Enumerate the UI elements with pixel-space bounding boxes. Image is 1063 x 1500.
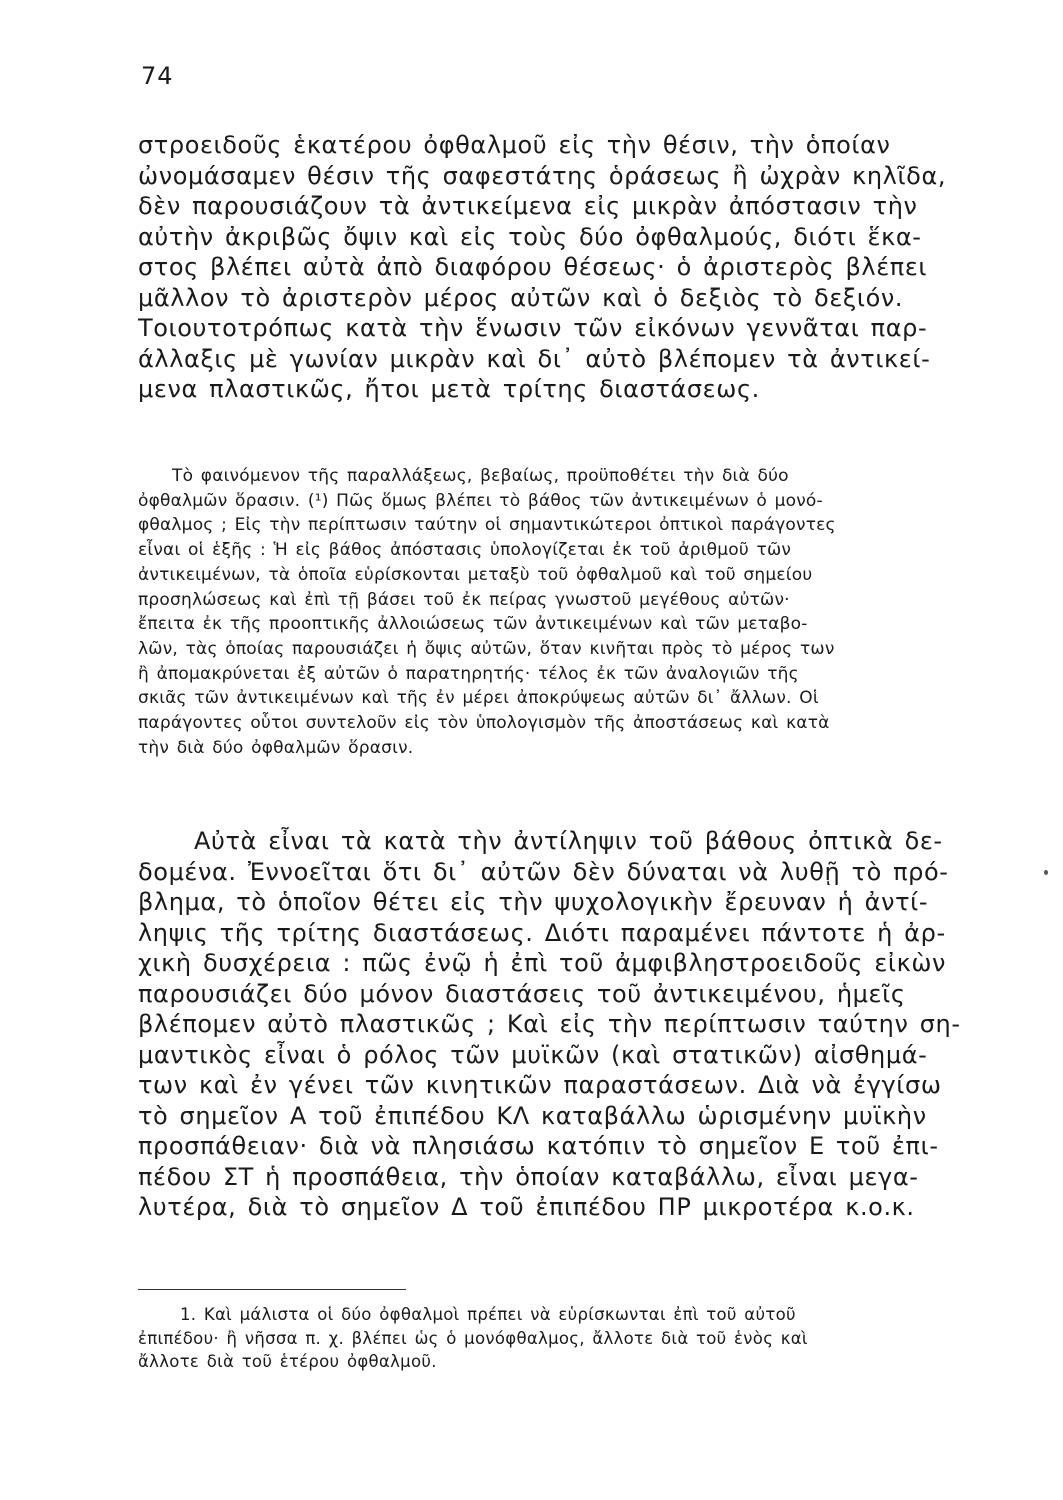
footnote [138, 1303, 986, 1374]
text-line: μαντικὸς εἶναι ὁ ρόλος τῶν μυϊκῶν (καὶ στατικῶν) αἰσθημά- [138, 1040, 928, 1069]
text-line: εἶναι οἱ ἑξῆς : Ἡ εἰς βάθος ἀπόστασις ὑπολογίζεται ἐκ τοῦ ἀριθμοῦ τῶν [138, 540, 792, 561]
text-line: ἔπειτα ἐκ τῆς προοπτικῆς ἀλλοιώσεως τῶν ἀντικειμένων καὶ τῶν μεταβο- [138, 614, 808, 635]
text-line: πέδου ΣΤ ἡ προσπάθεια, τὴν ὁποίαν καταβάλλω, εἶναι μεγα- [138, 1162, 919, 1191]
text-line: βλημα, τὸ ὁποῖον θέτει εἰς τὴν ψυχολογικὴν ἔρευναν ἡ ἀντί- [138, 888, 929, 916]
text-line: στροειδοῦς ἑκατέρου ὀφθαλμοῦ εἰς τὴν θέσιν, τὴν ὁποίαν [138, 131, 891, 159]
text-line: ἀντικειμένων, τὰ ὁποῖα εὑρίσκονται μεταξὺ τοῦ ὀφθαλμοῦ καὶ τοῦ σημείου [138, 564, 813, 585]
text-line: άλλαξις μὲ γωνίαν μικρὰν καὶ δι᾽ αὐτὸ βλέπομεν τὰ ἀντικεί- [138, 344, 931, 373]
text-line: των καὶ ἐν γένει τῶν κινητικῶν παραστάσεων. Διὰ νὰ ἐγγίσω [138, 1071, 942, 1099]
text-line: προσπάθειαν· διὰ νὰ πλησιάσω κατόπιν τὸ σημεῖον Ε τοῦ ἐπι- [138, 1132, 939, 1160]
text-line: Τὸ φαινόμενον τῆς παραλλάξεως, βεβαίως, προϋποθέτει τὴν διὰ δύο [172, 466, 789, 486]
text-line: παρουσιάζει δύο μόνον διαστάσεις τοῦ ἀντικειμένου, ἡμεῖς [138, 979, 906, 1008]
text-line: δομένα. Ἐννοεῖται ὅτι δι᾽ αὐτῶν δὲν δύναται νὰ λυθῇ τὸ πρό- [138, 857, 949, 886]
text-line: μᾶλλον τὸ ἀριστερὸν μέρος αὐτῶν καὶ ὁ δεξιὸς τὸ δεξιόν. [138, 283, 904, 312]
text-line: προσηλώσεως καὶ ἐπὶ τῇ βάσει τοῦ ἐκ πείρας γνωστοῦ μεγέθους αὐτῶν· [138, 589, 790, 610]
footnote-line: 1. Καὶ μάλιστα οἱ δύο ὀφθαλμοὶ πρέπει νὰ εὑρίσκωνται ἐπὶ τοῦ αὐτοῦ [180, 1305, 796, 1324]
text-line: Αὐτὰ εἶναι τὰ κατὰ τὴν ἀντίληψιν τοῦ βάθους ὀπτικὰ δε- [194, 827, 943, 855]
footnote-line: ἐπιπέδου· ἢ νῆσσα π. χ. βλέπει ὡς ὁ μονόφθαλμος, ἄλλοτε διὰ τοῦ ἑνὸς καὶ [138, 1328, 808, 1348]
page-number: 74 [141, 62, 174, 90]
text-line: χικὴ δυσχέρεια : πῶς ἐνῷ ἡ ἐπὶ τοῦ ἀμφιβληστροειδοῦς εἰκὼν [138, 949, 947, 977]
text-line: Τοιουτοτρόπως κατὰ τὴν ἕνωσιν τῶν εἰκόνων γεννᾶται παρ- [138, 314, 928, 342]
text-line: βλέπομεν αὐτὸ πλαστικῶς ; Καὶ εἰς τὴν περίπτωσιν ταύτην ση- [138, 1010, 961, 1038]
text-line: σκιᾶς τῶν ἀντικειμένων καὶ τῆς ἐν μέρει ἀποκρύψεως αὐτῶν δι᾽ ἄλλων. Οἱ [138, 688, 819, 709]
text-line: δὲν παρουσιάζουν τὰ ἀντικείμενα εἰς μικρὰν ἀπόστασιν τὴν [138, 192, 918, 220]
text-line: τὸ σημεῖον Α τοῦ ἐπιπέδου ΚΛ καταβάλλω ὡρισμένην μυϊκὴν [138, 1101, 927, 1130]
text-line: φθαλμος ; Εἰς τὴν περίπτωσιν ταύτην οἱ σημαντικώτεροι ὀπτικοὶ παράγοντες [138, 515, 836, 536]
footnote-line: ἄλλοτε διὰ τοῦ ἑτέρου ὀφθαλμοῦ. [138, 1352, 437, 1371]
text-line: λῶν, τὰς ὁποίας παρουσιάζει ἡ ὄψις αὐτῶν, ὅταν κινῆται πρὸς τὸ μέρος των [138, 638, 835, 659]
text-line: ληψις τῆς τρίτης διαστάσεως. Διότι παραμένει πάντοτε ἡ ἀρ- [138, 918, 946, 947]
text-line: αὐτὴν ἀκριβῶς ὄψιν καὶ εἰς τοὺς δύο ὀφθαλμούς, διότι ἕκα- [138, 222, 922, 251]
text-line: παράγοντες οὗτοι συντελοῦν εἰς τὸν ὑπολογισμὸν τῆς ἀποστάσεως καὶ κατὰ [138, 713, 830, 734]
text-line: τὴν διὰ δύο ὀφθαλμῶν ὅρασιν. [138, 737, 414, 758]
paragraph-1 [138, 130, 986, 405]
text-line: ἢ ἀπομακρύνεται ἐξ αὐτῶν ὁ παρατηρητής· τέλος ἐκ τῶν ἀναλογιῶν τῆς [138, 663, 799, 684]
text-line: στος βλέπει αὐτὰ ἀπὸ διαφόρου θέσεως· ὁ ἀριστερὸς βλέπει [138, 253, 928, 281]
paragraph-3 [138, 826, 986, 1223]
text-line: ὀφθαλμῶν ὅρασιν. (¹) Πῶς ὅμως βλέπει τὸ βάθος τῶν ἀντικειμένων ὁ μονό- [138, 490, 823, 511]
text-line: μενα πλαστικῶς, ἤτοι μετὰ τρίτης διαστάσεως. [138, 375, 760, 403]
footnote-divider [138, 1289, 406, 1290]
paper-speck [1044, 870, 1048, 875]
paragraph-2 [138, 464, 986, 760]
text-line: λυτέρα, διὰ τὸ σημεῖον Δ τοῦ ἐπιπέδου ΠΡ μικροτέρα κ.ο.κ. [138, 1193, 915, 1221]
text-line: ὠνομάσαμεν θέσιν τῆς σαφεστάτης ὁράσεως ἢ ὠχρὰν κηλῖδα, [138, 161, 947, 190]
